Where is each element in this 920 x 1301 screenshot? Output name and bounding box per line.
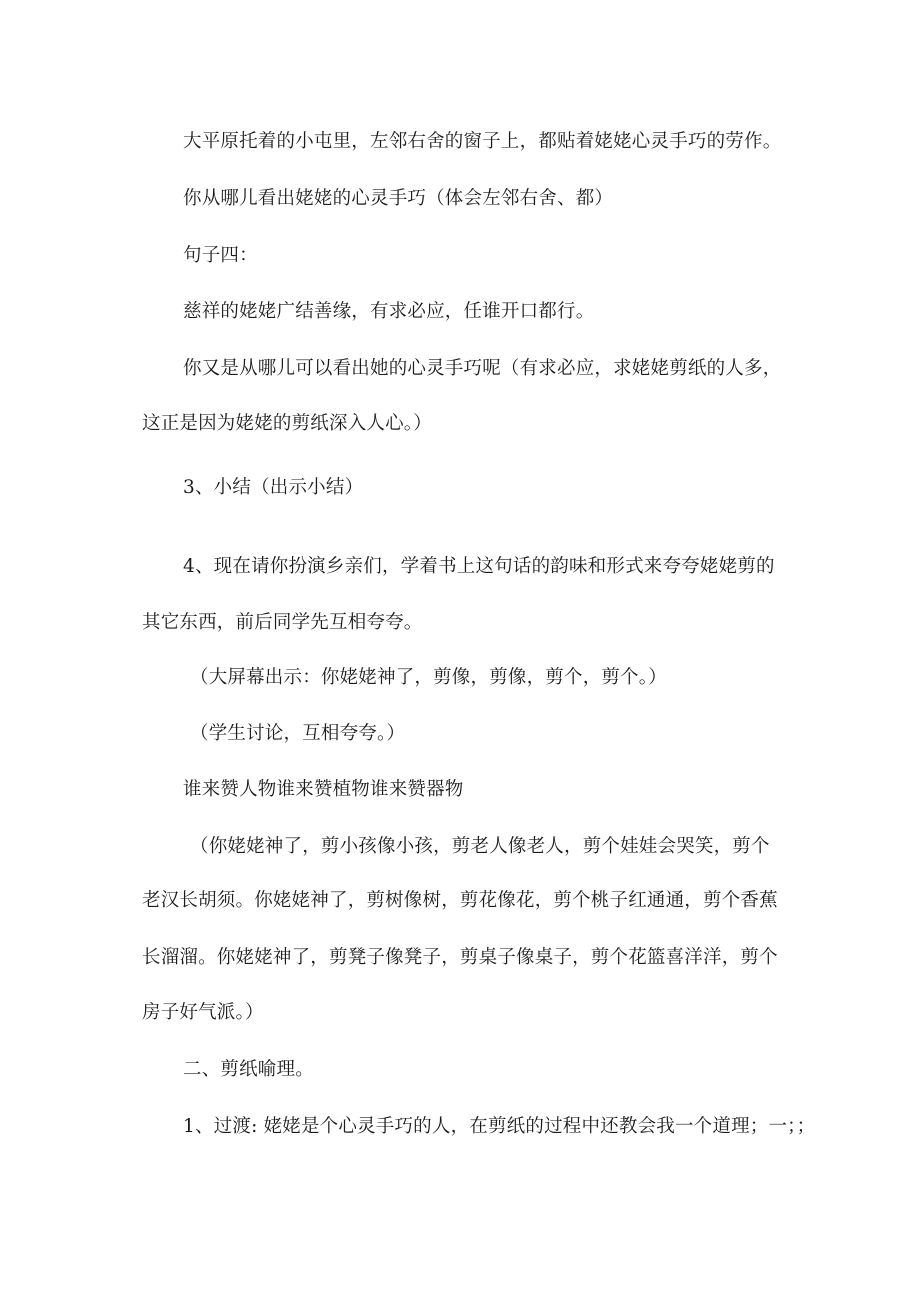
text-line-5: 你又是从哪儿可以看出她的心灵手巧呢（有求必应，求姥姥剪纸的人多， xyxy=(183,358,782,379)
text-line-16: 房子好气派。） xyxy=(142,1002,264,1023)
text-line-2: 你从哪儿看出姥姥的心灵手巧（体会左邻右舍、都） xyxy=(183,188,614,209)
text-line-12: 谁来赞人物谁来赞植物谁来赞器物 xyxy=(183,779,464,800)
text-line-7: 3、小结（出示小结） xyxy=(183,477,364,498)
text-line-3: 句子四： xyxy=(183,245,258,266)
text-line-13: （你姥姥神了，剪小孩像小孩，剪老人像老人，剪个娃娃会哭笑，剪个 xyxy=(190,836,770,857)
text-line-4: 慈祥的姥姥广结善缘，有求必应，任谁开口都行。 xyxy=(183,301,595,322)
text-line-9: 其它东西，前后同学先互相夸夸。 xyxy=(142,612,423,633)
text-line-15: 长溜溜。你姥姥神了，剪凳子像凳子，剪桌子像桌子，剪个花篮喜洋洋，剪个 xyxy=(142,947,778,968)
text-line-14: 老汉长胡须。你姥姥神了，剪树像树，剪花像花，剪个桃子红通通，剪个香蕉 xyxy=(142,890,778,911)
text-line-1: 大平原托着的小屯里，左邻右舍的窗子上，都贴着姥姥心灵手巧的劳作。 xyxy=(183,131,782,152)
text-line-8: 4、现在请你扮演乡亲们，学着书上这句话的韵味和形式来夸夸姥姥剪的 xyxy=(183,556,775,577)
text-line-6: 这正是因为姥姥的剪纸深入人心。） xyxy=(142,413,432,434)
text-line-18: 1、过渡: 姥姥是个心灵手巧的人，在剪纸的过程中还教会我一个道理；一；； xyxy=(183,1116,816,1137)
text-line-10: （大屏幕出示：你姥姥神了，剪像，剪像，剪个，剪个。） xyxy=(190,667,667,688)
text-line-11: （学生讨论，互相夸夸。） xyxy=(190,723,406,744)
text-line-17: 二、剪纸喻理。 xyxy=(183,1059,314,1080)
